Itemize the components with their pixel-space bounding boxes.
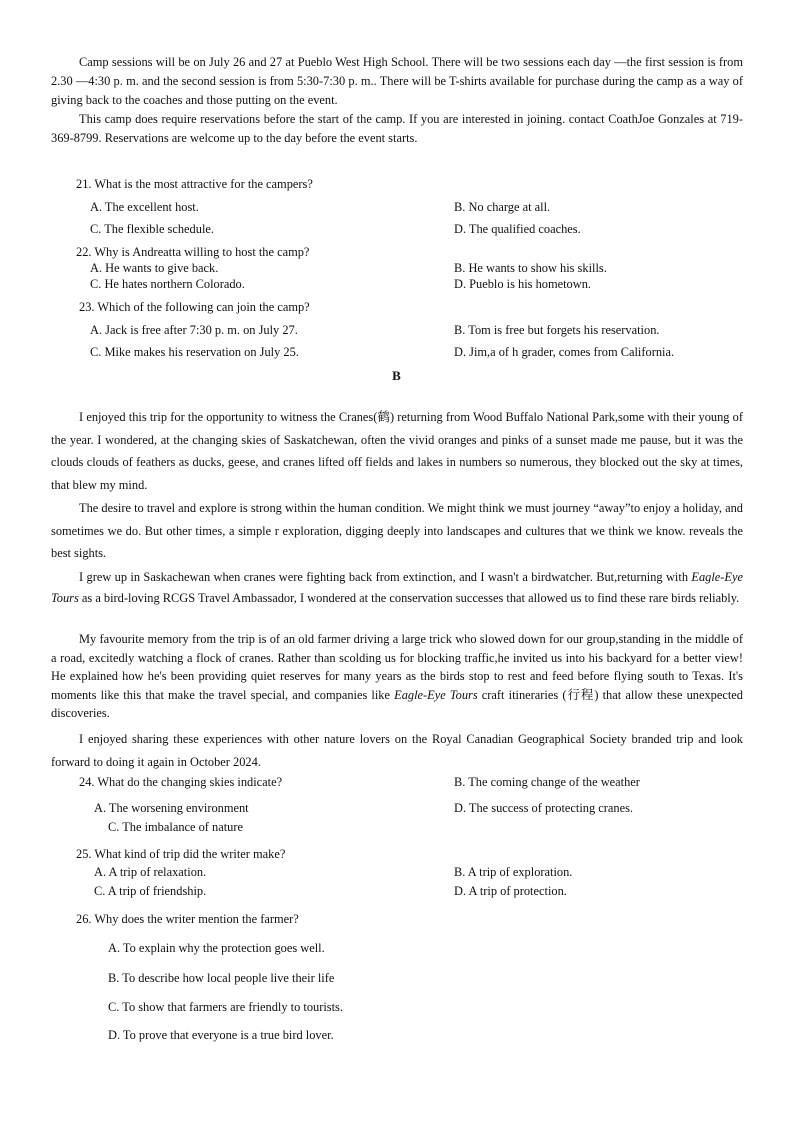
q23-option-d: D. Jim,a of h grader, comes from California. bbox=[454, 345, 675, 359]
q22-option-a: A. He wants to give back. bbox=[90, 261, 219, 275]
q23-option-c: C. Mike makes his reservation on July 25. bbox=[90, 345, 299, 359]
q22-stem: 22. Why is Andreatta willing to host the camp? bbox=[76, 245, 310, 259]
q21-option-d: D. The qualified coaches. bbox=[454, 222, 581, 236]
q26-option-a: A. To explain why the protection goes well. bbox=[108, 941, 325, 955]
q21-stem: 21. What is the most attractive for the campers? bbox=[76, 177, 313, 191]
passage-b-paragraph-4 bbox=[51, 630, 743, 723]
q22-option-d: D. Pueblo is his hometown. bbox=[454, 277, 591, 291]
p4-text-b: craft itineraries (行程) that allow these unexpected discoveries. bbox=[51, 687, 744, 721]
passage-b-paragraph-5: I enjoyed sharing these experiences with other nature lovers on the Royal Canadian Geographical Society branded trip and look forward to doing it again in October 2024. bbox=[51, 732, 743, 769]
p3-text-b: as a bird-loving RCGS Travel Ambassador, I wondered at the conservation successes that allowed us to find these rare birds reliably. bbox=[78, 590, 740, 605]
q24-option-b: B. The coming change of the weather bbox=[454, 775, 640, 789]
intro-passage bbox=[51, 53, 743, 148]
intro-paragraph-2: This camp does require reservations before the start of the camp. If you are interested in joining. contact CoathJoe Gonzales at 719-369-8799. Reservations are welcome up to the day before the event starts. bbox=[51, 112, 743, 145]
q25-option-a: A. A trip of relaxation. bbox=[94, 865, 207, 879]
p4-company-name: Eagle-Eye Tours bbox=[394, 687, 478, 702]
passage-b-part-2 bbox=[51, 567, 743, 608]
q24-option-c: C. The imbalance of nature bbox=[108, 820, 243, 834]
passage-b-paragraph-3 bbox=[51, 567, 743, 608]
q21-option-a: A. The excellent host. bbox=[90, 200, 199, 214]
passage-b-part-1 bbox=[51, 406, 743, 565]
section-b-heading: B bbox=[392, 368, 401, 383]
q26-stem: 26. Why does the writer mention the farmer? bbox=[76, 912, 299, 926]
q26-option-d: D. To prove that everyone is a true bird lover. bbox=[108, 1028, 334, 1042]
q25-stem: 25. What kind of trip did the writer make? bbox=[76, 847, 286, 861]
q23-option-a: A. Jack is free after 7:30 p. m. on July 27. bbox=[90, 323, 298, 337]
q24-stem: 24. What do the changing skies indicate? bbox=[79, 775, 283, 789]
q25-option-c: C. A trip of friendship. bbox=[94, 884, 207, 898]
intro-paragraph-1: Camp sessions will be on July 26 and 27 at Pueblo West High School. There will be two sessions each day —the first session is from 2.30 —4:30 p. m. and the second session is from 5:30-7:30 p. m.. There will be T-shirts available for purchase during the camp as a way of giving back to the coaches and those putting on the event. bbox=[51, 55, 743, 107]
q25-option-b: B. A trip of exploration. bbox=[454, 865, 573, 879]
q24-option-d: D. The success of protecting cranes. bbox=[454, 801, 634, 815]
q26-option-b: B. To describe how local people live their life bbox=[108, 971, 335, 985]
p4-text-a: My favourite memory from the trip is of an old farmer driving a large trick who slowed down for our group,standing in the middle of a road, excitedly watching a flock of cranes. Rather than scolding us for blocking traffic,he invited us into his backyard for a better view! He explained how he's been providing quiet reserves for many years as the birds stop to rest and feed before flying south to Texas. It's moments like this that make the travel special, and companies like bbox=[51, 632, 743, 702]
q21-option-b: B. No charge at all. bbox=[454, 200, 551, 214]
q23-option-b: B. Tom is free but forgets his reservation. bbox=[454, 323, 660, 337]
passage-b-paragraph-1: I enjoyed this trip for the opportunity to witness the Cranes(鹤) returning from Wood Buffalo National Park,some with their young of the year. I wondered, at the changing skies of Saskatchewan, often the vivid oranges and pinks of a sunset made me pause, but it was the clouds clouds of feathers as ducks, geese, and cranes lifted off fields and lakes in numbers so numerous, they blocked out the sky at times, that blew my mind. bbox=[51, 410, 743, 493]
q22-option-c: C. He hates northern Colorado. bbox=[90, 277, 245, 291]
q25-option-d: D. A trip of protection. bbox=[454, 884, 567, 898]
q24-option-a: A. The worsening environment bbox=[94, 801, 249, 815]
q22-option-b: B. He wants to show his skills. bbox=[454, 261, 607, 275]
q21-option-c: C. The flexible schedule. bbox=[90, 222, 214, 236]
p3-text-a: I grew up in Saskachewan when cranes were fighting back from extinction, and I wasn't a birdwatcher. But,returning with bbox=[79, 570, 692, 584]
p3-company-name: Eagle-Eye Tours bbox=[51, 570, 743, 605]
q26-option-c: C. To show that farmers are friendly to tourists. bbox=[108, 1000, 343, 1014]
passage-b-part-3 bbox=[51, 630, 743, 723]
q23-stem: 23. Which of the following can join the camp? bbox=[79, 300, 310, 314]
passage-b-part-4 bbox=[51, 728, 743, 773]
passage-b-paragraph-2: The desire to travel and explore is strong within the human condition. We might think we must journey “away”to enjoy a holiday, and sometimes we do. But other times, a simple r exploration, digging deeply into landscapes and cultures that we think we know. reveals the best sights. bbox=[51, 500, 743, 561]
